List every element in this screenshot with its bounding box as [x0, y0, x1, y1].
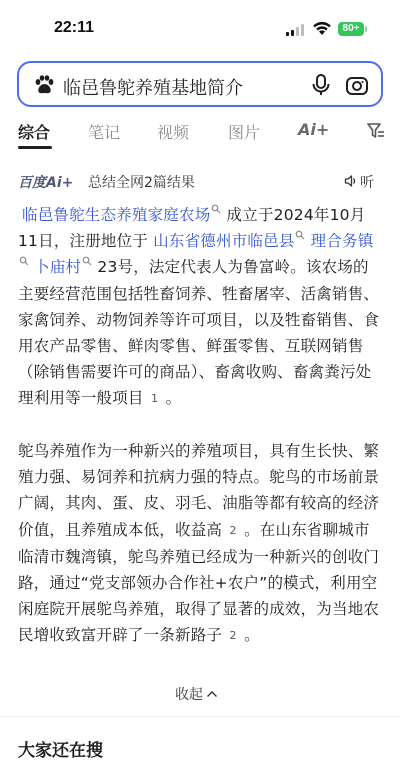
text-segment: 。	[165, 389, 182, 408]
summary-paragraph-2	[18, 438, 384, 650]
search-hint-icon	[82, 256, 92, 266]
search-hint-icon	[19, 256, 29, 266]
filter-icon[interactable]	[366, 122, 386, 140]
citation-marker[interactable]: 2	[229, 523, 237, 537]
search-tabs	[0, 116, 400, 156]
cellular-signal-icon	[286, 24, 306, 36]
wifi-icon	[312, 20, 332, 36]
ai-summary-header	[18, 172, 382, 194]
citation-marker[interactable]: 1	[151, 392, 159, 406]
tab-all[interactable]: 综合	[18, 123, 51, 142]
tab-videos[interactable]: 视频	[157, 123, 190, 142]
text-segment: 23号，法定代表人为鲁富岭。该农场的主要经营范围包括牲畜饲养、牲畜屠宰、活禽销售、家禽饲养、动物饲养等许可项目，以及牲畜销售、食用农产品零售、鲜肉零售、鲜蛋零售、互联网销售（除销售需要许可的商品）、畜禽收购、畜禽粪污处理利用等一般项目	[18, 258, 380, 408]
location-link-village[interactable]: 卜庙村	[34, 258, 82, 277]
speaker-icon	[344, 174, 358, 188]
section-divider	[0, 716, 400, 717]
baidu-paw-icon	[33, 74, 55, 96]
microphone-icon[interactable]	[310, 73, 332, 97]
location-link-town[interactable]: 理合务镇	[310, 232, 374, 251]
chevron-up-icon	[206, 689, 218, 699]
camera-icon[interactable]	[345, 74, 369, 96]
text-segment: 鸵鸟养殖作为一种新兴的养殖项目，具有生长快、繁殖力强、易饲养和抗病力强的特点。鸵鸟的市场前景广阔，其肉、蛋、皮、羽毛、油脂等都有较高的经济价值，且养殖成本低，收益高	[18, 442, 380, 539]
search-input[interactable]: 临邑鲁鸵养殖基地简介	[63, 78, 243, 99]
search-hint-icon	[295, 230, 305, 240]
ai-summary-text: 总结全网2篇结果	[88, 175, 195, 191]
text-segment: 。在山东省聊城市临清市魏湾镇，鸵鸟养殖已经成为一种新兴的创收门路，通过“党支部领办合作社+农户”的模式，利用空闲庭院开展鸵鸟养殖，取得了显著的成效，为当地农民增收致富开辟了一条新路子	[18, 520, 380, 645]
tab-images[interactable]: 图片	[228, 123, 261, 142]
search-hint-icon	[211, 204, 221, 214]
text-segment: 。	[244, 626, 260, 645]
summary-paragraph-1	[18, 202, 384, 413]
battery-tip	[365, 26, 367, 32]
status-time: 22:11	[54, 19, 95, 36]
text-segment: 成立于2024年10月11日，注册地位于	[18, 206, 366, 251]
search-bar[interactable]	[17, 61, 383, 107]
tab-notes[interactable]: 笔记	[88, 123, 121, 142]
related-searches-title: 大家还在搜	[18, 741, 103, 761]
status-bar	[0, 0, 400, 54]
location-link-county[interactable]: 山东省德州市临邑县	[153, 232, 295, 251]
battery-indicator: 80+	[338, 22, 364, 36]
active-tab-indicator	[18, 146, 52, 149]
listen-label: 听	[360, 175, 374, 191]
tab-ai[interactable]: Ai+	[298, 120, 330, 139]
farm-name-link[interactable]: 临邑鲁鸵生态养殖家庭农场	[22, 206, 211, 224]
collapse-label: 收起	[175, 687, 203, 703]
citation-marker[interactable]: 2	[229, 629, 237, 643]
collapse-button[interactable]	[175, 684, 218, 704]
ai-brand-logo: 百度Ai+	[18, 175, 74, 191]
